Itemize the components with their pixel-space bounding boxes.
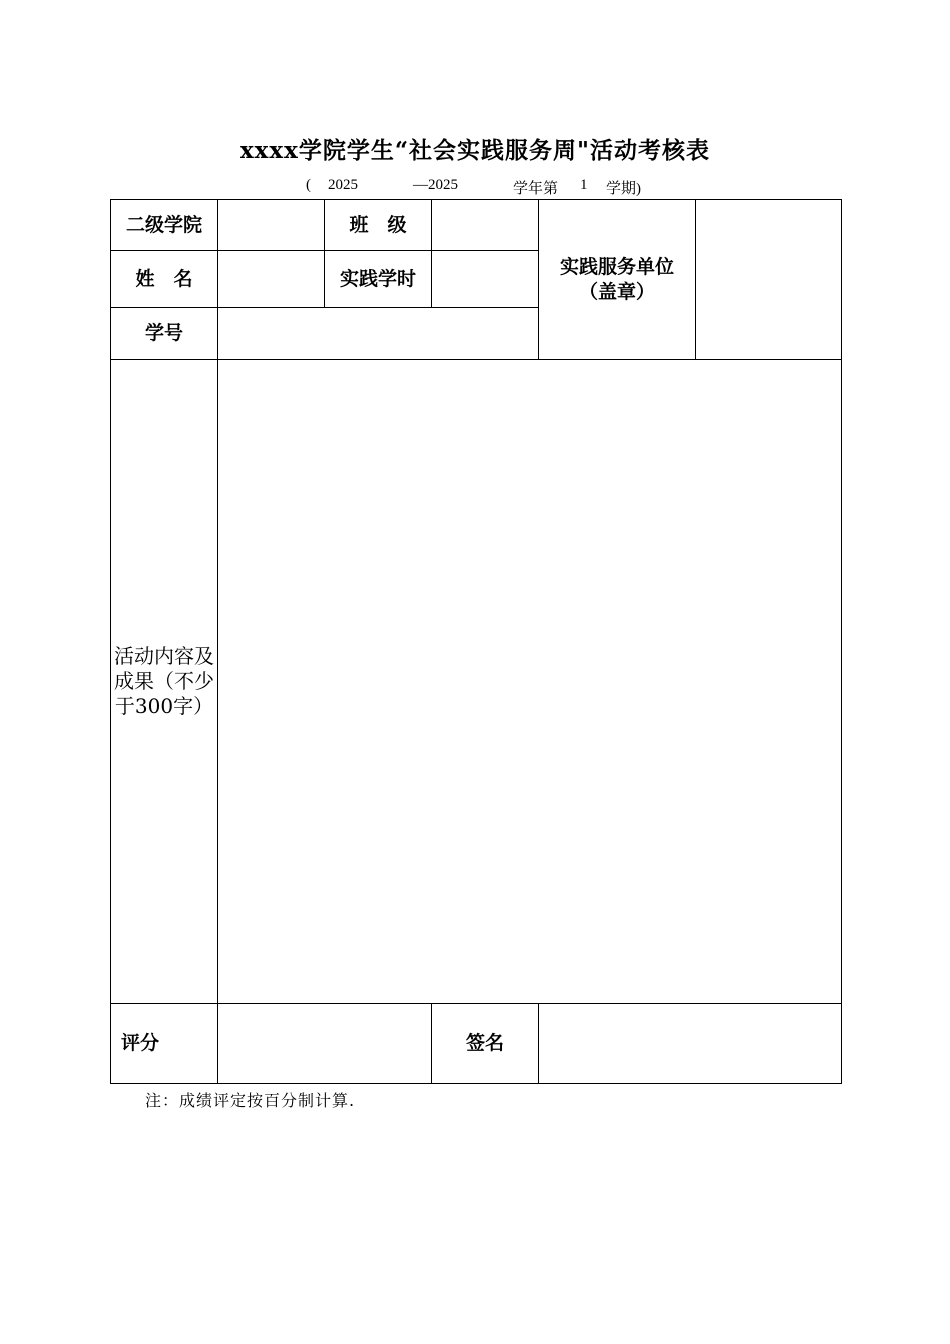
student-id-label: 学号 xyxy=(111,308,218,360)
table-row xyxy=(111,1004,842,1084)
score-field[interactable] xyxy=(218,1004,432,1084)
name-field[interactable] xyxy=(218,251,325,308)
table-row xyxy=(111,200,842,251)
service-unit-seal-label: （盖章） xyxy=(578,280,655,303)
service-unit-label: 实践服务单位 xyxy=(559,255,674,278)
practice-hours-label: 实践学时 xyxy=(325,251,432,308)
signature-label: 签名 xyxy=(432,1004,539,1084)
class-field[interactable] xyxy=(432,200,539,251)
subtitle-year-label: 学年第 xyxy=(513,181,559,197)
subtitle-year-end: —2025 xyxy=(413,177,458,193)
academic-term-line xyxy=(0,177,950,197)
signature-field[interactable] xyxy=(539,1004,842,1084)
subtitle-open-paren: ( xyxy=(306,177,311,193)
student-id-field[interactable] xyxy=(218,308,539,360)
class-label: 班 级 xyxy=(325,200,432,251)
form-title: xxxx学院学生“社会实践服务周"活动考核表 xyxy=(239,137,711,164)
practice-hours-field[interactable] xyxy=(432,251,539,308)
subtitle-term-number: 1 xyxy=(580,177,588,193)
activity-content-label: 活动内容及成果（不少于300字） xyxy=(111,360,218,1004)
footnote: 注：成绩评定按百分制计算. xyxy=(145,1091,356,1110)
name-label: 姓 名 xyxy=(111,251,218,308)
subtitle-term-label: 学期) xyxy=(606,181,641,197)
assessment-form-table xyxy=(110,199,842,1084)
subtitle-year-start: 2025 xyxy=(328,177,358,193)
table-row xyxy=(111,360,842,1004)
score-label: 评分 xyxy=(111,1004,218,1084)
service-unit-label-cell xyxy=(539,200,696,360)
service-unit-field[interactable] xyxy=(696,200,842,360)
college-field[interactable] xyxy=(218,200,325,251)
activity-content-field[interactable] xyxy=(218,360,842,1004)
college-label: 二级学院 xyxy=(111,200,218,251)
